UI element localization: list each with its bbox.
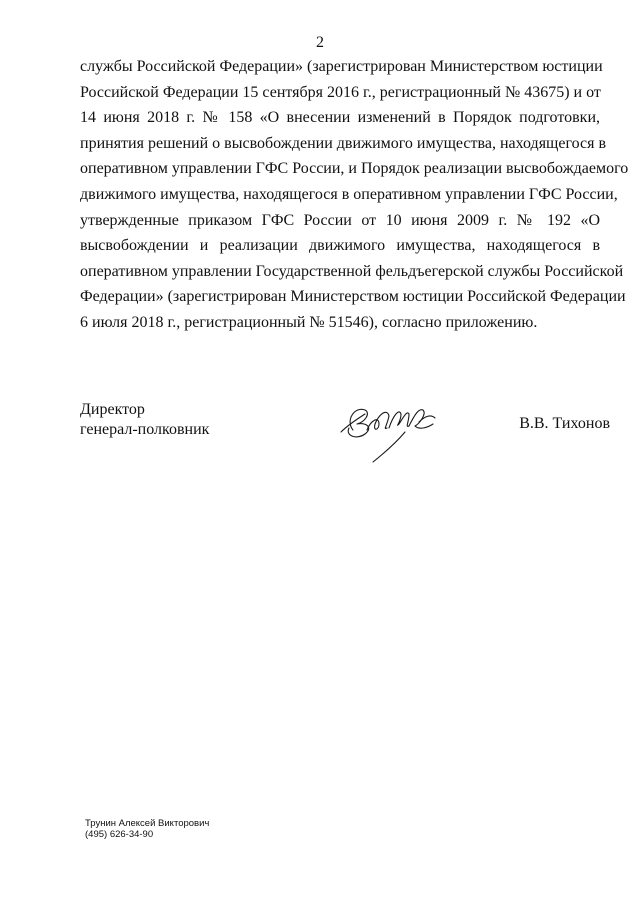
body-line: оперативном управлении ГФС России, и Порядок реализации высвобождаемого <box>80 160 629 178</box>
body-line: Федерации» (зарегистрирован Министерством юстиции Российской Федерации <box>80 288 626 306</box>
executor-name: Трунин Алексей Викторович <box>85 818 210 829</box>
executor-phone: (495) 626-34-90 <box>85 829 154 840</box>
body-line: движимого имущества, находящегося в оперативном управлении ГФС России, <box>80 185 618 203</box>
body-paragraph <box>80 54 629 336</box>
executor-info <box>85 818 209 840</box>
position-line: генерал-полковник <box>80 421 210 438</box>
body-line: высвобождении и реализации движимого имущества, находящегося в <box>80 237 600 255</box>
body-line: утвержденные приказом ГФС России от 10 июня 2009 г. № 192 «О <box>80 211 600 229</box>
body-line: Российской Федерации 15 сентября 2016 г., регистрационный № 43675) и от <box>80 83 601 101</box>
signature-block <box>80 400 610 480</box>
handwritten-signature <box>335 400 465 466</box>
page-number: 2 <box>316 34 324 51</box>
body-line: оперативном управлении Государственной фельдъегерской службы Российской <box>80 262 624 280</box>
body-line: 6 июля 2018 г., регистрационный № 51546), согласно приложению. <box>80 313 538 331</box>
position-line: Директор <box>80 401 145 418</box>
signatory-name: В.В. Тихонов <box>519 415 610 432</box>
body-line: службы Российской Федерации» (зарегистрирован Министерством юстиции <box>80 58 603 75</box>
signatory-position <box>80 400 209 440</box>
body-line: принятия решений о высвобождении движимого имущества, находящегося в <box>80 134 607 152</box>
body-line: 14 июня 2018 г. № 158 «О внесении изменений в Порядок подготовки, <box>80 109 600 127</box>
